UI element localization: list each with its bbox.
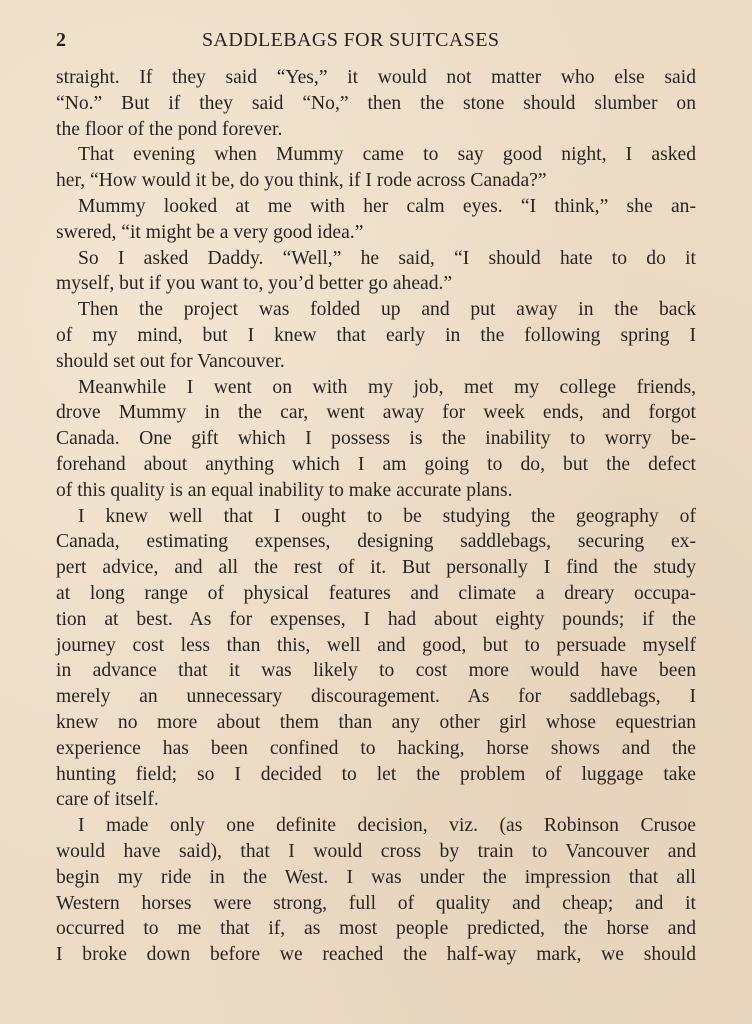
text-line: Western horses were strong, full of quality and cheap; and it [56,892,696,914]
text-line: journey cost less than this, well and good, but to persuade myself [56,634,696,656]
text-line: drove Mummy in the car, went away for week ends, and forgot [56,402,696,424]
text-line: begin my ride in the West. I was under the impression that all [56,866,696,888]
text-line: That evening when Mummy came to say good night, I asked [78,144,696,166]
running-head [56,24,696,56]
text-line: in advance that it was likely to cost more would have been [56,660,696,682]
text-line: Meanwhile I went on with my job, met my college friends, [78,376,696,398]
text-line: So I asked Daddy. “Well,” he said, “I should hate to do it [78,247,696,269]
paragraph [56,375,696,504]
text-line: would have said), that I would cross by train to Vancouver and [56,840,696,862]
text-line: swered, “it might be a very good idea.” [56,221,364,243]
paragraph [56,297,696,374]
text-line: of my mind, but I knew that early in the following spring I [56,324,696,346]
text-line: the floor of the pond forever. [56,118,283,140]
text-line: Mummy looked at me with her calm eyes. “I think,” she an- [78,195,696,217]
text-line: Canada. One gift which I possess is the inability to worry be- [56,428,696,450]
page-number: 2 [56,29,66,51]
text-line: myself, but if you want to, you’d better go ahead.” [56,273,453,295]
text-line: I broke down before we reached the half-way mark, we should [56,944,696,966]
paragraph [56,194,696,246]
book-page [56,24,696,968]
text-line: I made only one definite decision, viz. (as Robinson Crusoe [78,815,696,837]
text-line: knew no more about them than any other girl whose equestrian [56,711,696,733]
paragraph [56,246,696,298]
text-line: merely an unnecessary discouragement. As for saddlebags, I [56,686,696,708]
text-line: Canada, estimating expenses, designing saddlebags, securing ex- [56,531,696,553]
text-line: at long range of physical features and climate a dreary occupa- [56,582,696,604]
text-line: should set out for Vancouver. [56,350,285,372]
text-line: “No.” But if they said “No,” then the stone should slumber on [56,92,696,114]
text-line: Then the project was folded up and put away in the back [78,299,696,321]
text-line: experience has been confined to hacking, horse shows and the [56,737,696,759]
text-line: occurred to me that if, as most people predicted, the horse and [56,918,696,940]
running-title: SADDLEBAGS FOR SUITCASES [202,29,500,51]
text-line: of this quality is an equal inability to make accurate plans. [56,479,513,501]
text-line: hunting field; so I decided to let the problem of luggage take [56,763,696,785]
text-line: tion at best. As for expenses, I had about eighty pounds; if the [56,608,696,630]
text-line: I knew well that I ought to be studying the geography of [78,505,696,527]
paragraph [56,65,696,142]
text-line: her, “How would it be, do you think, if I rode across Canada?” [56,170,547,192]
text-line: pert advice, and all the rest of it. But personally I find the study [56,557,696,579]
paragraph [56,813,696,968]
text-line: forehand about anything which I am going to do, but the defect [56,453,696,475]
text-line: straight. If they said “Yes,” it would not matter who else said [56,67,696,88]
text-line: care of itself. [56,789,159,811]
body-text [56,65,696,968]
paragraph [56,142,696,194]
paragraph [56,504,696,814]
